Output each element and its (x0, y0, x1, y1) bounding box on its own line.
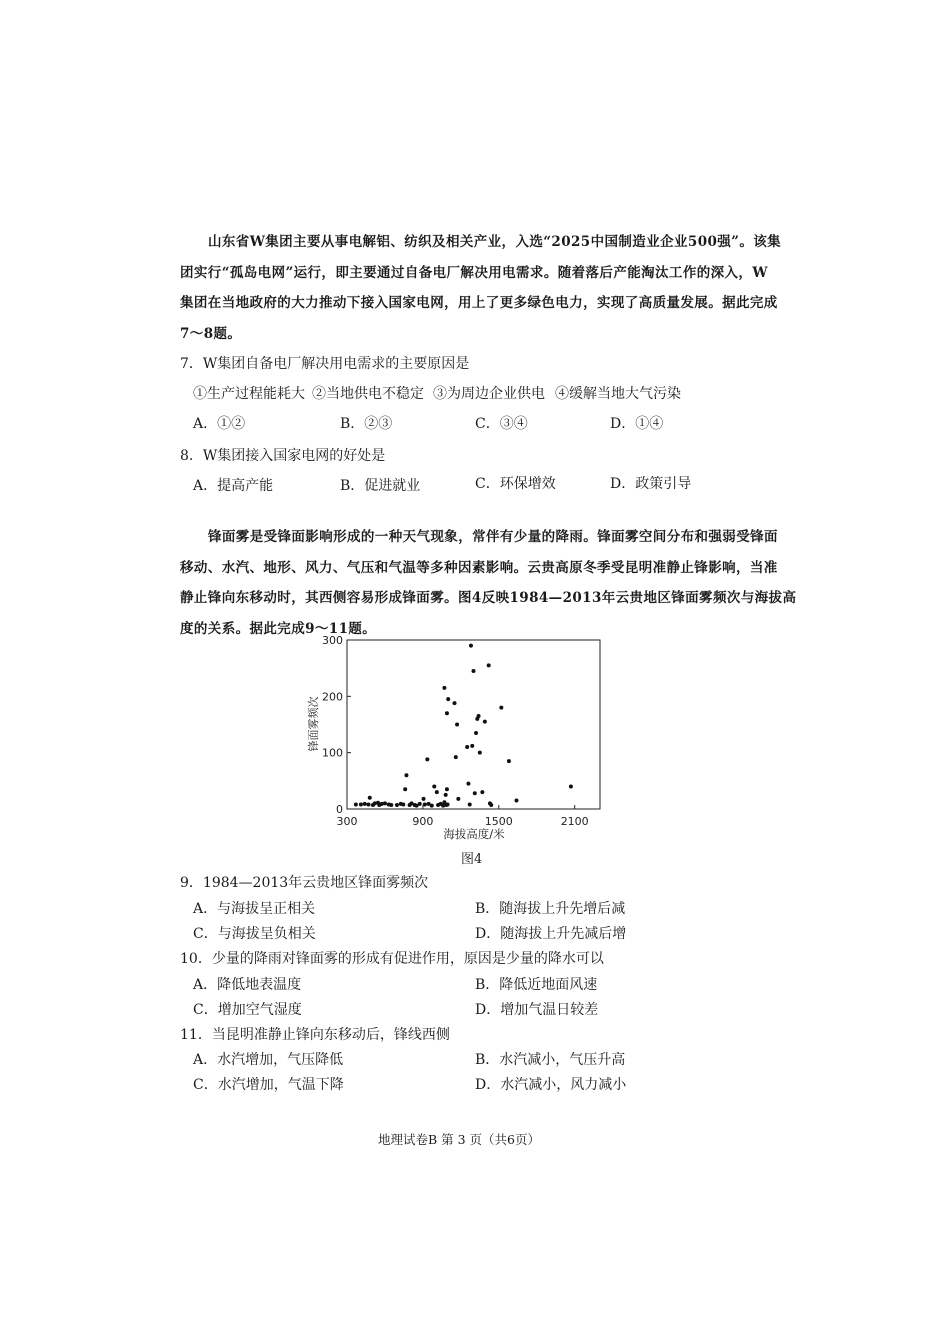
data-point (363, 802, 367, 806)
question-9-stem: 9．1984—2013年云贵地区锋面雾频次 (180, 875, 429, 891)
question-8-option-a[interactable]: A．提高产能 (193, 478, 274, 494)
data-point (401, 802, 405, 806)
data-point (442, 686, 446, 690)
data-point (446, 697, 450, 701)
question-8-option-d[interactable]: D．政策引导 (610, 476, 692, 492)
question-11-option-b[interactable]: B．水汽减小，气压升高 (475, 1052, 626, 1068)
y-axis-label: 锋面雾频次 (307, 696, 320, 752)
question-7-item: ②当地供电不稳定 (312, 386, 424, 402)
data-point (470, 744, 474, 748)
question-11-stem: 11．当昆明准静止锋向东移动后，锋线西侧 (180, 1027, 450, 1043)
data-point (403, 787, 407, 791)
passage-1-line: 团实行“孤岛电网”运行，即主要通过自备电厂解决用电需求。随着落后产能淘汰工作的深入，W (180, 264, 768, 281)
question-8-option-b[interactable]: B．促进就业 (340, 478, 421, 494)
data-point (480, 790, 484, 794)
passage-2-line: 静止锋向东移动时，其西侧容易形成锋面雾。图4反映1984—2013年云贵地区锋面雾频次与海拔高 (180, 590, 797, 606)
passage-1-line: 7～8题。 (180, 325, 242, 342)
data-point (359, 802, 363, 806)
question-7-item: ③为周边企业供电 (433, 386, 545, 402)
question-11-option-d[interactable]: D．水汽减小，风力减小 (475, 1077, 627, 1093)
data-point (354, 802, 358, 806)
question-7-item: ①生产过程能耗大 (193, 386, 305, 402)
question-11-option-a[interactable]: A．水汽增加，气压降低 (193, 1052, 344, 1068)
question-7-stem: 7．W集团自备电厂解决用电需求的主要原因是 (180, 356, 470, 372)
question-11-option-c[interactable]: C．水汽增加，气温下降 (193, 1077, 344, 1093)
altitude-fog-scatter-chart (300, 632, 630, 847)
passage-1-line: 集团在当地政府的大力推动下接入国家电网，用上了更多绿色电力，实现了高质量发展。据此完成 (180, 295, 778, 311)
data-point (473, 791, 477, 795)
data-point (435, 790, 439, 794)
data-point (456, 797, 460, 801)
y-tick-label: 100 (322, 746, 343, 760)
question-10-option-c[interactable]: C．增加空气湿度 (193, 1002, 302, 1018)
data-point (444, 793, 448, 797)
question-7-option-b[interactable]: B．②③ (340, 416, 393, 432)
question-7-option-d[interactable]: D．①④ (610, 416, 664, 432)
data-point (446, 802, 450, 806)
question-10-stem: 10．少量的降雨对锋面雾的形成有促进作用，原因是少量的降水可以 (180, 951, 604, 967)
data-point (466, 782, 470, 786)
question-9-option-a[interactable]: A．与海拔呈正相关 (193, 901, 316, 917)
data-point (468, 802, 472, 806)
passage-2-line: 移动、水汽、地形、风力、气压和气温等多种因素影响。云贵高原冬季受昆明准静止锋影响，当准 (180, 559, 778, 576)
data-point (404, 773, 408, 777)
y-tick-label: 0 (336, 803, 343, 816)
data-point (432, 784, 436, 788)
passage-1 (180, 227, 781, 349)
question-8-option-c[interactable]: C．环保增效 (475, 476, 556, 492)
data-point (469, 644, 473, 648)
x-axis-label: 海拔高度/米 (443, 827, 505, 841)
data-point (472, 669, 476, 673)
data-point (368, 796, 372, 800)
data-point (477, 714, 481, 718)
question-7-option-a[interactable]: A．①② (193, 416, 246, 432)
data-point (389, 803, 393, 807)
question-9-option-c[interactable]: C．与海拔呈负相关 (193, 926, 316, 942)
data-point (515, 799, 519, 803)
figure-caption: 图4 (461, 852, 483, 867)
y-tick-label: 300 (322, 634, 343, 647)
data-point (483, 720, 487, 724)
data-point (445, 711, 449, 715)
question-9-option-b[interactable]: B．随海拔上升先增后减 (475, 901, 626, 917)
data-point (422, 797, 426, 801)
question-10-option-b[interactable]: B．降低近地面风速 (475, 977, 598, 993)
page-footer: 地理试卷B 第 3 页（共6页） (378, 1132, 541, 1147)
data-point (489, 803, 493, 807)
data-point (445, 787, 449, 791)
data-point (453, 701, 457, 705)
data-point (423, 802, 427, 806)
question-7-option-c[interactable]: C．③④ (475, 416, 528, 432)
passage-2-line: 锋面雾是受锋面影响形成的一种天气现象，常伴有少量的降雨。锋面雾空间分布和强弱受锋面 (208, 529, 778, 545)
passage-2-line: 度的关系。据此完成9～11题。 (180, 620, 377, 637)
question-10-option-d[interactable]: D．增加气温日较差 (475, 1002, 599, 1018)
data-point (507, 759, 511, 763)
question-9-option-d[interactable]: D．随海拔上升先减后增 (475, 926, 627, 942)
data-point (474, 731, 478, 735)
question-8-stem: 8．W集团接入国家电网的好处是 (180, 448, 386, 464)
data-point (455, 723, 459, 727)
x-tick-label: 900 (412, 815, 434, 828)
passage-2 (180, 522, 796, 644)
data-point (454, 755, 458, 759)
question-7-item: ④缓解当地大气污染 (555, 386, 681, 402)
data-point (430, 804, 434, 808)
data-point (465, 745, 469, 749)
data-point (569, 784, 573, 788)
data-point (367, 802, 371, 806)
x-tick-label: 2100 (560, 815, 589, 828)
data-point (478, 751, 482, 755)
data-point (487, 663, 491, 667)
question-10-option-a[interactable]: A．降低地表温度 (193, 977, 302, 993)
passage-1-line: 山东省W集团主要从事电解铝、纺织及相关产业，入选“2025中国制造业企业500强”。该集 (208, 234, 782, 250)
x-tick-label: 1500 (484, 815, 513, 828)
data-point (383, 801, 387, 805)
data-point (499, 706, 503, 710)
y-tick-label: 200 (322, 690, 343, 704)
data-point (418, 802, 422, 806)
x-tick-label: 300 (336, 815, 358, 828)
data-point (395, 803, 399, 807)
data-point (425, 757, 429, 761)
plot-frame (347, 640, 600, 809)
